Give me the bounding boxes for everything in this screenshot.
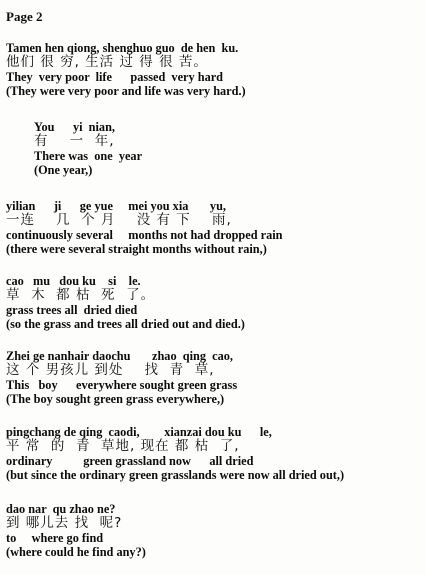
gloss-line: grass trees all dried died <box>6 303 138 317</box>
sentence-block <box>6 502 146 559</box>
translation-line: (there were several straight months without rain,) <box>6 242 267 256</box>
pinyin-line: yilian ji ge yue mei you xia yu, <box>6 199 226 213</box>
gloss-line: to where go find <box>6 531 104 545</box>
pinyin-line: dao nar qu zhao ne? <box>6 502 116 516</box>
hanzi-line: 到 哪儿去 找 呢? <box>6 515 123 531</box>
pinyin-line: You yi nian, <box>34 120 115 134</box>
gloss-line: They very poor life passed very hard <box>6 70 224 84</box>
hanzi-line: 他们 很 穷, 生活 过 得 很 苦。 <box>6 54 208 70</box>
pinyin-line: Tamen hen qiong, shenghuo guo de hen ku. <box>6 41 239 55</box>
translation-line: (so the grass and trees all dried out and died.) <box>6 317 245 331</box>
hanzi-line: 这 个 男孩儿 到处 找 青 草, <box>6 362 215 378</box>
hanzi-line: 平 常 的 青 草地, 现在 都 枯 了, <box>6 438 240 454</box>
hanzi-line: 有 一 年, <box>34 133 115 149</box>
sentence-block <box>6 274 245 331</box>
gloss-line: continuously several months not had dropped rain <box>6 228 283 242</box>
translation-line: (but since the ordinary green grasslands were now all dried out,) <box>6 468 345 482</box>
pinyin-line: cao mu dou ku si le. <box>6 274 141 288</box>
page-title: Page 2 <box>6 9 43 24</box>
translation-line: (One year,) <box>34 163 93 177</box>
translation-line: (where could he find any?) <box>6 545 146 559</box>
hanzi-line: 一连 几 个 月 没 有 下 雨, <box>6 212 232 228</box>
pinyin-line: pingchang de qing caodi, xianzai dou ku le, <box>6 425 272 439</box>
pinyin-line: Zhei ge nanhair daochu zhao qing cao, <box>6 349 233 363</box>
hanzi-line: 草 木 都 枯 死 了。 <box>6 287 156 303</box>
sentence-block <box>6 349 237 406</box>
translation-line: (They were very poor and life was very hard.) <box>6 84 246 98</box>
gloss-line: ordinary green grassland now all dried <box>6 454 254 468</box>
translation-line: (The boy sought green grass everywhere,) <box>6 392 225 406</box>
gloss-line: There was one year <box>34 149 143 163</box>
sentence-block <box>6 41 246 98</box>
sentence-block <box>6 425 344 482</box>
sentence-block <box>34 120 142 177</box>
gloss-line: This boy everywhere sought green grass <box>6 378 238 392</box>
sentence-block <box>6 199 283 256</box>
